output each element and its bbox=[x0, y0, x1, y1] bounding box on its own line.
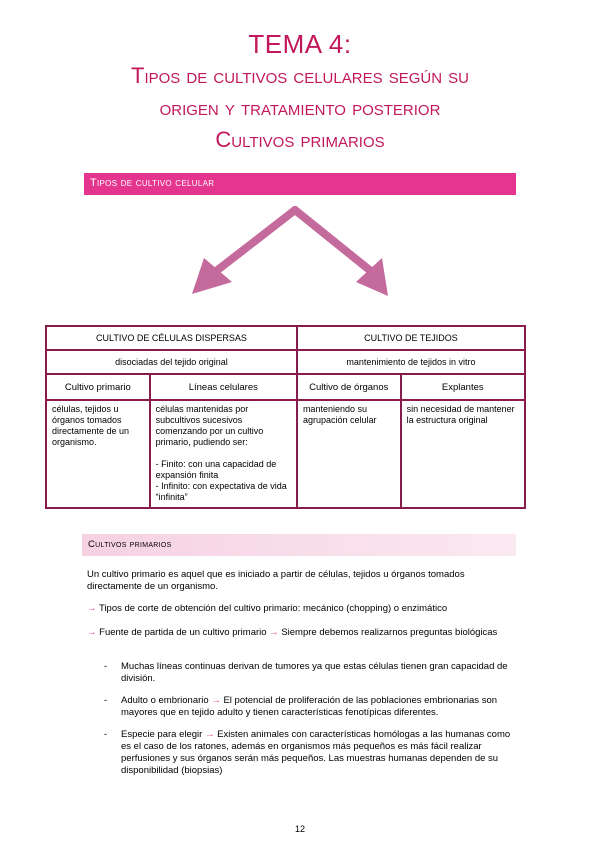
header-celulas-dispersas: CULTIVO DE CÉLULAS DISPERSAS bbox=[46, 326, 297, 350]
corte-text: Tipos de corte de obtención del cultivo primario: mecánico (chopping) o enzimático bbox=[98, 603, 448, 614]
cell-lineas-infinito: - Infinito: con expectativa de vida “infinita” bbox=[155, 481, 287, 502]
bullet-text-a: Adulto o embrionario bbox=[121, 695, 209, 706]
intro-paragraph: Un cultivo primario es aquel que es iniciado a partir de células, tejidos u órganos tomados directamente de un organismo. bbox=[87, 569, 465, 592]
cell-lineas bbox=[150, 400, 297, 508]
bullet-dash: - bbox=[104, 729, 108, 740]
bullet-dash: - bbox=[104, 695, 108, 706]
fuente-text-a: Fuente de partida de un cultivo primario bbox=[99, 627, 267, 638]
arrow-icon: → bbox=[211, 695, 221, 706]
fuente-text-b: Siempre debemos realizarnos preguntas biológicas bbox=[281, 627, 498, 638]
split-arrows-icon bbox=[150, 200, 450, 300]
arrow-icon: → bbox=[87, 627, 97, 638]
cell-primario: células, tejidos u órganos tomados directamente de un organismo. bbox=[46, 400, 150, 508]
cell-organos: manteniendo su agrupación celular bbox=[297, 400, 401, 508]
corte-line bbox=[87, 603, 517, 615]
bullet-text bbox=[121, 695, 516, 719]
col-explantes: Explantes bbox=[401, 374, 525, 400]
arrow-icon: → bbox=[87, 603, 97, 614]
page-subtitle-line3: Cultivos primarios bbox=[215, 127, 385, 152]
col-cultivo-primario: Cultivo primario bbox=[46, 374, 150, 400]
bullet-text-b: Existen animales con características homólogas a las humanas como es el caso de los ratones, además en organismos más pequeños es más fácil realizar perfusiones y sus órganos serán más pequeños. Las muestras humanas dependen de su disponibilidad (biopsias) bbox=[121, 729, 511, 776]
page-number: 12 bbox=[294, 824, 305, 834]
bullet-text-a: Especie para elegir bbox=[121, 729, 203, 740]
fuente-line bbox=[87, 627, 517, 639]
cell-explantes: sin necesidad de mantener la estructura original bbox=[401, 400, 525, 508]
subheader-disociadas: disociadas del tejido original bbox=[46, 350, 297, 374]
section-banner-label: Tipos de cultivo celular bbox=[90, 177, 215, 189]
col-cultivo-organos: Cultivo de órganos bbox=[297, 374, 401, 400]
bullet-text: Muchas líneas continuas derivan de tumores ya que estas células tienen gran capacidad de división. bbox=[121, 661, 508, 684]
arrow-icon: → bbox=[204, 729, 215, 740]
bullet-dash: - bbox=[104, 661, 108, 672]
bullet-text bbox=[121, 729, 516, 777]
page-subtitle-line1: Tipos de cultivos celulares según su bbox=[131, 63, 469, 88]
col-lineas-celulares: Líneas celulares bbox=[150, 374, 297, 400]
section-banner bbox=[84, 173, 516, 195]
cell-lineas-finito: - Finito: con una capacidad de expansión finita bbox=[155, 459, 277, 480]
page-title: TEMA 4: bbox=[248, 29, 352, 59]
subheader-mantenimiento: mantenimiento de tejidos in vitro bbox=[297, 350, 525, 374]
title-block bbox=[0, 28, 600, 156]
arrow-icon: → bbox=[269, 627, 279, 638]
header-cultivo-tejidos: CULTIVO DE TEJIDOS bbox=[297, 326, 525, 350]
bullet-text-b: El potencial de proliferación de las poblaciones embrionarias son mayores que en tejido adulto y tienen características fenotípicas diferentes. bbox=[121, 695, 498, 718]
section-heading-bar bbox=[82, 534, 516, 556]
cultivo-table bbox=[45, 325, 526, 509]
cell-lineas-intro: células mantenidas por subcultivos sucesivos comenzando por un cultivo primario, pudiendo ser: bbox=[155, 404, 264, 447]
section-heading: Cultivos primarios bbox=[88, 539, 172, 550]
page-subtitle-line2: origen y tratamiento posterior bbox=[159, 95, 441, 120]
